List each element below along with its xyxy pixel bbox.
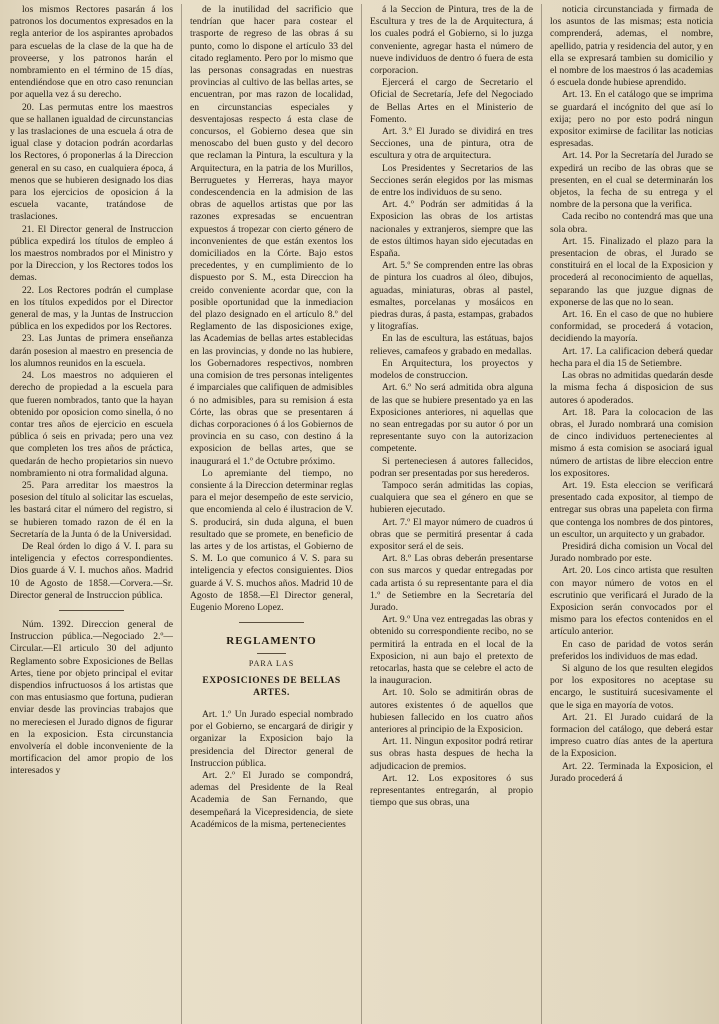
paragraph: Art. 20. Los cinco artista que resulten con mayor número de votos en el escrutinio que verificará el Jurado de la Exposicion serán convocados por el mismo para los efectos contenidos en el artículo anterior. <box>550 565 713 638</box>
column-3 <box>370 4 533 1020</box>
paragraph: Art. 4.º Podrán ser admitidas á la Exposicion las obras de los artistas nacionales y extranjeros, siempre que las de estos últimos hayan sido ejecutadas en España. <box>370 199 533 260</box>
paragraph: 21. El Director general de Instruccion pública expedirá los títulos de empleo á los maestros nombrados por el Ministro y por la Direccion, y los Rectores todos los demas. <box>10 223 173 284</box>
paragraph: Art. 7.º El mayor número de cuadros ú obras que se permitirá presentar á cada expositor será el de seis. <box>370 516 533 552</box>
paragraph: 23. Las Juntas de primera enseñanza darán posesion al maestro en presencia de los alumnos reunidos en la escuela. <box>10 333 173 369</box>
paragraph: De Real órden lo digo á V. I. para su inteligencia y efectos correspondientes. Dios guarde á V. I. muchos años. Madrid 10 de Agosto de 1858.—Corvera.—Sr. Director general de Instruccion pública. <box>10 540 173 601</box>
paragraph: Art. 21. El Jurado cuidará de la formacion del catálogo, que deberá estar impreso cuatro días antes de la apertura de la Exposicion. <box>550 711 713 760</box>
regulation-subheading: PARA LAS <box>248 659 295 669</box>
paragraph: Art. 2.º El Jurado se compondrá, ademas del Presidente de la Real Academia de San Fernando, que desempeñará la Vicepresidencia, de siete Académicos de la misma, pertenecientes <box>190 769 353 830</box>
paragraph: 24. Los maestros no adquieren el derecho de propiedad a la escuela para que fueren nombrados, tanto que la hayan obtenido por oposicion como sinella, ó no contar tres años de ejercicio en escuela pública ó seis en privada; pero una vez que completen los tres años de práctica, quedarán de hecho propietarios sin nuevo nombramiento ni otra formalidad alguna. <box>10 370 173 479</box>
paragraph: En Arquitectura, los proyectos y modelos de construccion. <box>370 357 533 382</box>
paragraph: Art. 6.º No será admitida obra alguna de las que se hubiere presentado ya en las Exposiciones anteriores, ni aquellas que no sean entregadas por su autor ó por un representante suyo con la autorizacion competente. <box>370 382 533 455</box>
paragraph: Art. 22. Terminada la Exposicion, el Jurado procederá á <box>550 760 713 784</box>
paragraph: Presidirá dicha comision un Vocal del Jurado nombrado por este. <box>550 540 713 565</box>
paragraph: Art. 11. Ningun expositor podrá retirar sus obras hasta despues de hecha la adjudicacion de premios. <box>370 736 533 772</box>
paragraph: 20. Las permutas entre los maestros que se hallanen igualdad de circunstancias y las traslaciones de una escuela á otra de igual clase y dotacion podrán acordarlas los Rectores, ó proponerlas á la Direccion general en su caso, en cualquiera época, á menos que se hubieren designado los dias para los ejercicios de oposicion á la escuela vacante, tratándose de traslaciones. <box>10 101 173 223</box>
paragraph: Art. 13. En el catálogo que se imprima se guardará el incógnito del que así lo exija; pero no por esto podrá ningun expositor eximirse de facilitar las noticias espresadas. <box>550 89 713 150</box>
paragraph: Lo apremiante del tiempo, no consiente á la Direccion determinar reglas para el mejor desempeño de este servicio, que encomienda al celo é ilustracion de V. S. producirá, sin duda alguna, el buen resultado que se promete, en beneficio de las artes y de los artistas, el Gobierno de S. M. Lo que comunico á V. S. para su inteligencia y efectos consiguientes. Dios guarde á V. S. muchos años. Madrid 10 de Agosto de 1858.—El Director general, Eugenio Moreno Lopez. <box>190 467 353 613</box>
column-4 <box>550 4 713 1020</box>
paragraph: Art. 14. Por la Secretaría del Jurado se expedirá un recibo de las obras que se presenten, en el cual se determinarán los objetos, la fecha de su entrega y el nombre de la persona que la verifica. <box>550 150 713 211</box>
paragraph: Los Presidentes y Secretarios de las Secciones serán elegidos por las mismas de entre los individuos de su seno. <box>370 162 533 199</box>
column-2 <box>190 4 353 1020</box>
column-rule <box>541 4 542 1024</box>
paragraph: Ejercerá el cargo de Secretario el Oficial de Secretaría, Jefe del Negociado de Bellas Artes en el Ministerio de Fomento. <box>370 77 533 125</box>
paragraph: Art. 17. La calificacion deberá quedar hecha para el dia 15 de Setiembre. <box>550 345 713 369</box>
paragraph: 22. Los Rectores podrán el cumplase en los títulos expedidos por el Director general de mas, y la Juntas de Instruccion pública en los expedidos por los Rectores. <box>10 284 173 333</box>
regulation-heading: REGLAMENTO <box>226 635 317 648</box>
paragraph: Art. 12. Los expositores ó sus representantes entregarán, al propio tiempo que sus obras, una <box>370 772 533 809</box>
paragraph: Núm. 1392. Direccion general de Instruccion pública.—Negociado 2.º—Circular.—El articulo 30 del adjunto Reglamento sobre Exposiciones de Bellas Artes, tiene por objeto principal el evitar dispendios infructuosos á los artistas que con mas entusiasmo que fortuna, pudieran enviar desde las provincias trabajos que no mereciesen el Jurado dignos de figurar en la exposicion. Esta circunstancia envolvería el doble inconveniente de la mortificacion del amor propio de los interesados y <box>10 618 173 777</box>
paragraph: En caso de paridad de votos serán preferidos los individuos de mas edad. <box>550 638 713 662</box>
paragraph: los mismos Rectores pasarán á los patronos los documentos expresados en la regla anterior de los aspirantes aprobados para escuelas de la clase de la que ha de proveerse, y los patronos harán el nombramiento en el término de 15 días, entendiéndose que en otro caso renuncian por aquella vez á su derecho. <box>10 4 173 101</box>
section-divider <box>239 622 304 623</box>
paragraph: Las obras no admitidas quedarán desde la misma fecha á disposicion de sus autores ó apoderados. <box>550 370 713 406</box>
paragraph: Tampoco serán admitidas las copias, cualquiera que sea el género en que se hubieren ejecutado. <box>370 479 533 516</box>
paragraph: Art. 16. En el caso de que no hubiere conformidad, se procederá á votacion, decidiendo la mayoría. <box>550 309 713 345</box>
paragraph: 25. Para arreditar los maestros la posesion del título al solicitar las escuelas, les bastará citar el número del registro, si se hubieren tomado razon de él en la Secretaría de la Junta ó de la Universidad. <box>10 479 173 540</box>
section-divider <box>59 610 124 611</box>
heading-divider <box>257 653 286 654</box>
column-1 <box>10 4 173 1020</box>
regulation-title: EXPOSICIONES DE BELLAS ARTES. <box>202 675 341 698</box>
paragraph: Art. 5.º Se comprenden entre las obras de pintura los cuadros al óleo, dibujos, aguadas, miniaturas, obras al pastel, esmaltes, porcelanas y mosáicos en piedras duras, á pasta, estampas, grabados y litografías. <box>370 260 533 333</box>
paragraph: Art. 3.º El Jurado se dividirá en tres Secciones, una de pintura, otra de escultura y otra de arquitectura. <box>370 126 533 162</box>
paragraph: Art. 9.º Una vez entregadas las obras y obtenido su correspondiente recibo, no se permitirá la entrada en el local de la Exposicion, ni aun bajo el pretexto de retocarlas, hasta que se celebre el acto de la inauguracion. <box>370 614 533 687</box>
paragraph: Art. 8.º Las obras deberán presentarse con sus marcos y quedar entregadas por cada artista ó su representante para el dia 1.º de Setiembre en la Secretaría del Jurado. <box>370 553 533 613</box>
paragraph: noticia circunstanciada y firmada de los asuntos de las mismas; esta noticia comprenderá, ademas, el nombre, apellido, patria y residencia del autor, y en ella se expresará tambien su domicilio y el nombre de los maestros ó las academias ó escuela donde hubiese aprendido. <box>550 4 713 89</box>
paragraph: En las de escultura, las estátuas, bajos relieves, camafeos y grabado en medallas. <box>370 333 533 357</box>
paragraph: Art. 10. Solo se admitirán obras de autores existentes ó de aquellos que hubiesen fallecido en los cuatro años anteriores al principio de la Exposicion. <box>370 687 533 735</box>
column-rule <box>361 4 362 1024</box>
paragraph: Art. 1.º Un Jurado especial nombrado por el Gobierno, se encargará de dirigir y organizar la Exposicion bajo la presidencia del Director general de Instruccion pública. <box>190 708 353 769</box>
paragraph: Cada recibo no contendrá mas que una sola obra. <box>550 211 713 235</box>
paragraph: Si alguno de los que resulten elegidos por los expositores no aceptase su encargo, le sustituirá sucesivamente el que le siga en mayoría de votos. <box>550 662 713 711</box>
paragraph: de la inutilidad del sacrificio que tendrían que hacer para costear el trasporte de regreso de las obras á su punto, como lo dispone el artículo 33 del citado reglamento. Pero por lo mismo que las personas consagradas en nuestras provincias al cultivo de las bellas artes, se encuentran, por mas razon de localidad, en circunstancias especiales y desventajosas respecto á esta clase de concursos, el Gobierno desea que sin menoscabo del buen gusto y del decoro que reclaman la Pintura, la escultura y la Arquitectura, en la patria de los Murillos, Berruguetes y Herreras, haya mayor condescendencia en la admision de las obras de aquellos artistas que por las razones expresadas se encuentran expuestos á tropezar con cierto género de inconvenientes de que están exentos los domiciliados en la Córte. Bajo estos precedentes, y en cumplimiento de lo dispuesto por S. M., esta Direccion ha creido conveniente acordar que, con la posible oportunidad que la inmediacion del plazo designado en el artículo 8.º del Reglamento de las disposiciones exige, las Academias de bellas artes establecidas en las provincias, y donde no las hubiere, los Gobernadores respectivos, nombren una comision de tres personas inteligentes é imparciales que califiquen de admisibles ó no admisibles, para su remision á esta Córte, las obras que se presentaren á dichas corporaciones ó á los Gobiernos de provincia en su caso, con destino á la exposicion de bellas artes, que se inaugurará el 1.º de Octubre próximo. <box>190 4 353 467</box>
paragraph: Si perteneciesen á autores fallecidos, podran ser presentadas por sus herederos. <box>370 455 533 479</box>
column-rule <box>181 4 182 1024</box>
paragraph: Art. 19. Esta eleccion se verificará presentado cada expositor, al tiempo de entregar sus obras una papeleta con firma que contenga los nombres de dos pintores, un escultor, un arquitecto y un grabador. <box>550 479 713 540</box>
paragraph: á la Seccion de Pintura, tres de la de Escultura y tres de la de Arquitectura, á los cuales podrá el Gobierno, si lo juzga conveniente, agregar hasta el número de nueve individuos de dentro ó fuera de esta corporacion. <box>370 4 533 77</box>
paragraph: Art. 18. Para la colocacion de las obras, el Jurado nombrará una comision de cinco individuos pertenecientes al mismo á esta comision se asociará igual número de artistas de libre eleccion entre los expositores. <box>550 406 713 479</box>
paragraph: Art. 15. Finalizado el plazo para la presentacion de obras, el Jurado se constituirá en el local de la Exposicion y procederá al reconocimiento de aquellas, separando las que juzgue dignas de exponerse de las que no lo sean. <box>550 235 713 308</box>
